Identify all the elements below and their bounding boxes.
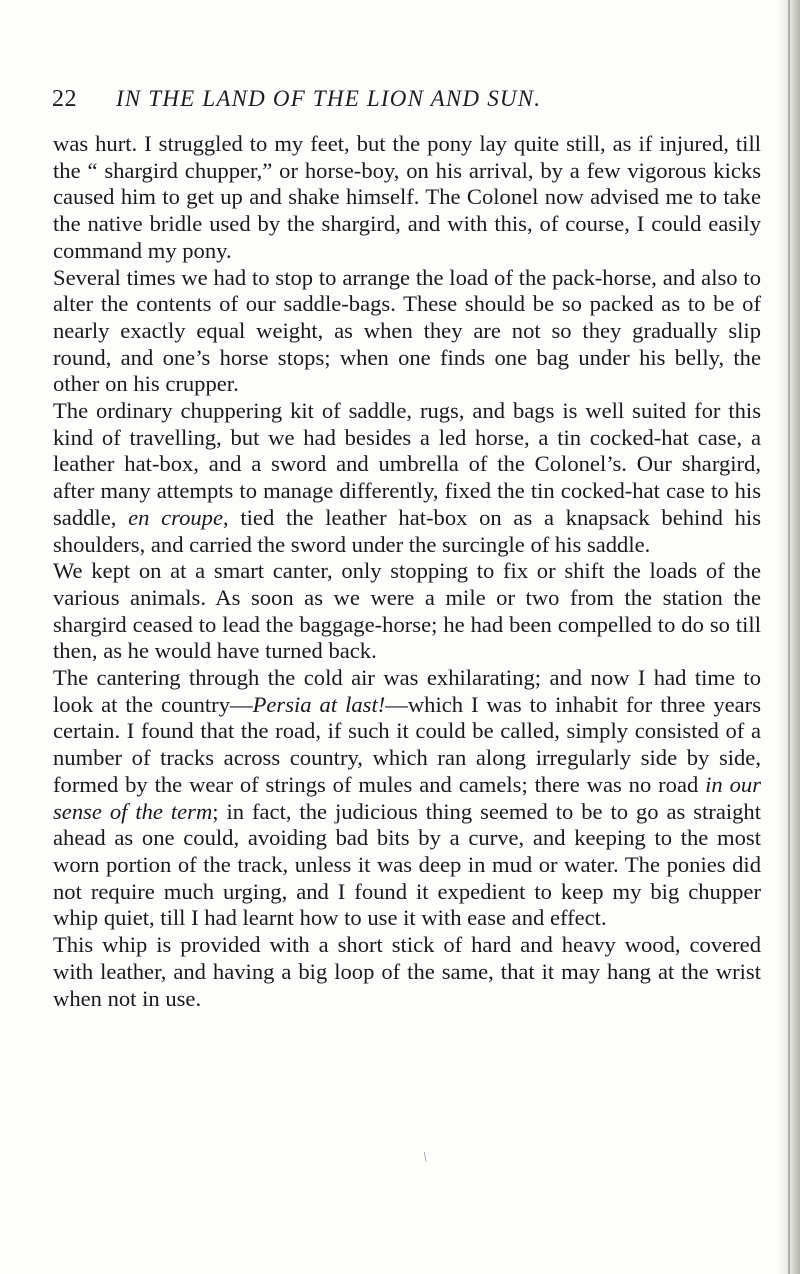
page-header [52,86,762,126]
running-head: IN THE LAND OF THE LION AND SUN. [116,86,542,111]
text-run: was hurt. I struggled to my feet, but the pony lay quite still, as if injured, till the “ shargird chupper,” or horse-boy, on his arrival, by a few vigorous kicks caused him to get up and shake himself. The Colonel now advised me to take the native bridle used by the shargird, and with this, of course, I could easily command my pony. [53,131,761,263]
text-run: —which I was to inhabit for three years certain. I found that the road, if such it could be called, simply consisted of a number of tracks across country, which ran along irregularly side by side, formed by the wear of strings of mules and camels; there was no road [53,691,761,797]
paragraph [53,131,761,265]
body-text [53,131,761,1012]
text-run: , tied the leather hat-box on as a knapsack behind his shoulders, and carried the sword under the surcingle of his saddle. [53,504,761,557]
paragraph [53,558,761,665]
paragraph [53,932,761,1012]
text-run: This whip is provided with a short stick of hard and heavy wood, covered with leather, and having a big loop of the same, that it may hang at the wrist when not in use. [53,932,761,1011]
text-run: The ordinary chuppering kit of saddle, rugs, and bags is well suited for this kind of travelling, but we had besides a led horse, a tin cocked-hat case, a leather hat-box, and a sword and umbrella of the Colonel’s. Our shargird, after many attempts to manage differently, fixed the tin cocked-hat case to his saddle, [53,398,761,530]
page-edge-line [788,0,790,1274]
italic-text-run: Persia at last! [252,691,386,717]
text-run: We kept on at a smart canter, only stopping to fix or shift the loads of the various animals. As soon as we were a mile or two from the station the shargird ceased to lead the baggage-horse; he had been compelled to do so till then, as he would have turned back. [53,558,761,664]
italic-text-run: in our sense of the term [53,771,761,824]
page-number: 22 [52,86,77,112]
text-run: Several times we had to stop to arrange the load of the pack-horse, and also to alter the contents of our saddle-bags. These should be so packed as to be of nearly exactly equal weight, as when they are not so they gradually slip round, and one’s horse stops; when one finds one bag under his belly, the other on his crupper. [53,264,761,397]
text-run: ; in fact, the judicious thing seemed to be to go as straight ahead as one could, avoiding bad bits by a curve, and keeping to the most worn portion of the track, unless it was deep in mud or water. The ponies did not require much urging, and I found it expedient to keep my big chupper whip quiet, till I had learnt how to use it with ease and effect. [53,798,761,931]
stray-pencil-mark: / [420,1150,432,1166]
italic-text-run: en croupe [128,504,224,530]
paragraph [53,265,761,399]
paragraph [53,665,761,932]
paragraph [53,398,761,558]
text-run: The cantering through the cold air was exhilarating; and now I had time to look at the country— [53,665,761,717]
